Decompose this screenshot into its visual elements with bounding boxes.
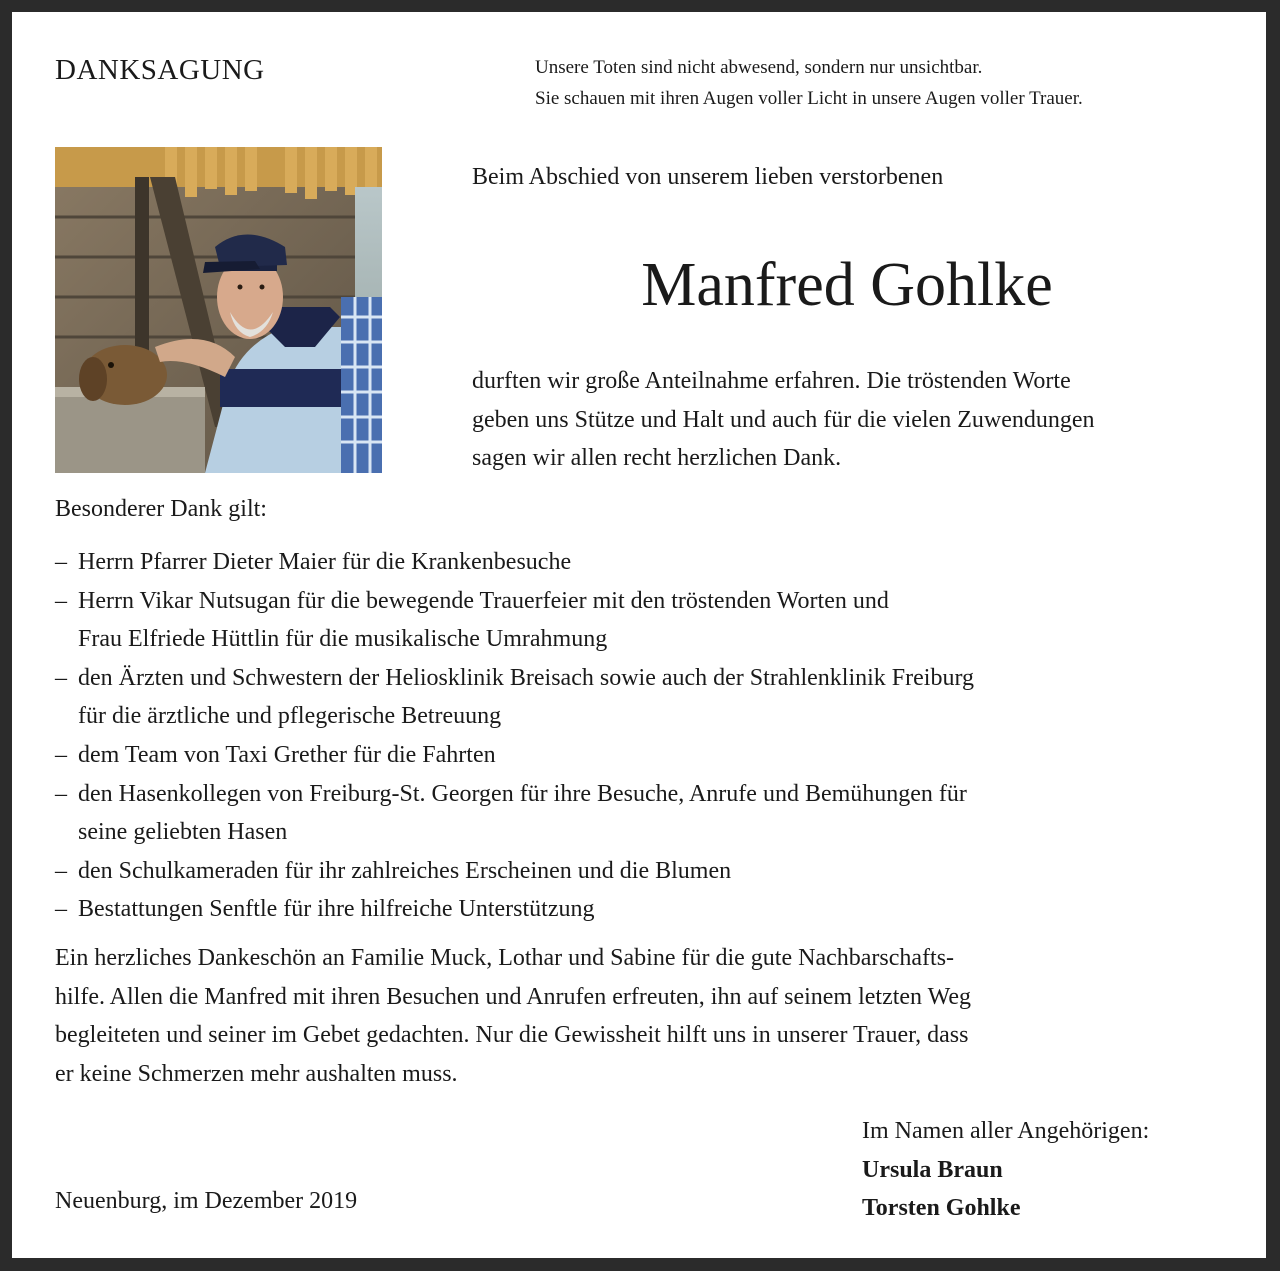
thanks-line: durften wir große Anteilnahme erfahren. Die tröstenden Worte (472, 368, 1071, 394)
dash-marker: – (55, 896, 67, 923)
signoff-label: Im Namen aller Angehörigen: (862, 1118, 1150, 1144)
dash-marker: – (55, 780, 67, 807)
obituary-notice (12, 12, 1266, 1258)
list-item-line: dem Team von Taxi Grether für die Fahrten (78, 741, 496, 768)
deceased-name: Manfred Gohlke (641, 251, 1053, 319)
list-item (55, 852, 974, 891)
portrait-photo (55, 147, 382, 473)
closing-line: begleiteten und seiner im Gebet gedachten. Nur die Gewissheit hilft uns in unserer Trauer, dass (55, 1022, 969, 1048)
list-item-line: den Schulkameraden für ihr zahlreiches Erscheinen und die Blumen (78, 857, 732, 884)
list-item-line: Frau Elfriede Hüttlin für die musikalische Umrahmung (78, 626, 608, 653)
signoff-block (862, 1112, 1149, 1228)
intro-line: Beim Abschied von unserem lieben verstorbenen (472, 164, 944, 190)
thanks-paragraph (472, 362, 1095, 478)
dash-marker: – (55, 549, 67, 575)
list-item (55, 890, 974, 929)
motto-line: Sie schauen mit ihren Augen voller Licht in unsere Augen voller Trauer. (535, 88, 1083, 109)
closing-line: Ein herzliches Dankeschön an Familie Muck, Lothar und Sabine für die gute Nachbarschafts- (55, 945, 955, 971)
dash-marker: – (55, 857, 67, 884)
place-date: Neuenburg, im Dezember 2019 (55, 1188, 358, 1214)
list-item (55, 582, 974, 659)
list-item (55, 659, 974, 736)
thanks-line: sagen wir allen recht herzlichen Dank. (472, 445, 842, 471)
signer-name: Torsten Gohlke (862, 1195, 1021, 1221)
list-item-line: für die ärztliche und pflegerische Betreuung (78, 703, 502, 730)
notice-heading: DANKSAGUNG (55, 54, 265, 86)
list-item (55, 775, 974, 852)
signer-name: Ursula Braun (862, 1156, 1003, 1183)
list-item-line: Bestattungen Senftle für ihre hilfreiche Unterstützung (78, 896, 595, 923)
motto-quote (535, 52, 1083, 114)
list-item-line: den Hasenkollegen von Freiburg-St. Georgen für ihre Besuche, Anrufe und Bemühungen für (78, 780, 967, 807)
list-item (55, 543, 974, 582)
portrait-photo-icon (55, 147, 382, 473)
dash-marker: – (55, 664, 67, 691)
list-item-line: Herrn Vikar Nutsugan für die bewegende Trauerfeier mit den tröstenden Worten und (78, 587, 889, 614)
motto-line: Unsere Toten sind nicht abwesend, sondern nur unsichtbar. (535, 57, 983, 78)
list-item-line: den Ärzten und Schwestern der Heliosklinik Breisach sowie auch der Strahlenklinik Freiburg (78, 664, 975, 691)
special-thanks-heading: Besonderer Dank gilt: (55, 496, 267, 522)
closing-line: hilfe. Allen die Manfred mit ihren Besuchen und Anrufen erfreuten, ihn auf seinem letzten Weg (55, 983, 971, 1010)
thanks-line: geben uns Stütze und Halt und auch für die vielen Zuwendungen (472, 406, 1095, 433)
list-item-line: Herrn Pfarrer Dieter Maier für die Krankenbesuche (78, 549, 572, 575)
dash-marker: – (55, 587, 67, 614)
list-item-line: seine geliebten Hasen (78, 819, 288, 846)
closing-paragraph (55, 939, 971, 1093)
list-item (55, 736, 974, 775)
special-thanks-list (55, 543, 974, 929)
dash-marker: – (55, 741, 67, 768)
closing-line: er keine Schmerzen mehr aushalten muss. (55, 1060, 458, 1087)
